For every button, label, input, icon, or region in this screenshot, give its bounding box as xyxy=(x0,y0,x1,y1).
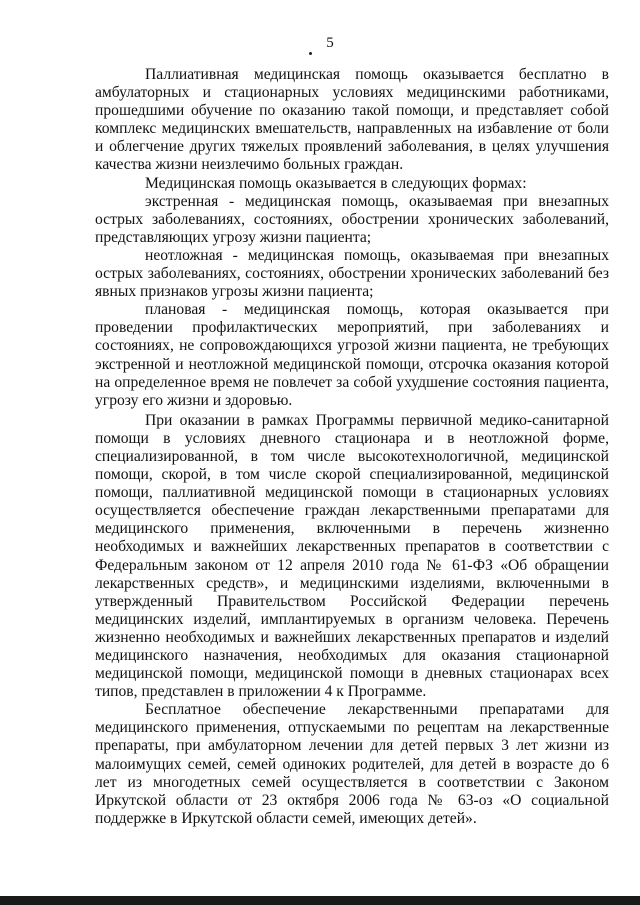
paragraph-emergency-form: экстренная - медицинская помощь, оказываемая при внезапных острых заболеваниях, состояниях, обострении хронических заболеваний, представляющих угрозу жизни пациента; xyxy=(95,192,609,246)
scan-bottom-edge xyxy=(0,896,640,905)
paragraph-planned-form: плановая - медицинская помощь, которая оказывается при проведении профилактических мероприятий, при заболеваниях и состояниях, не сопровождающихся угрозой жизни пациента, не требующих экстренной и неотложной медицинской помощи, отсрочка оказания которой на определенное время не повлечет за собой ухудшение состояния пациента, угрозу его жизни и здоровью. xyxy=(95,301,609,409)
paragraph-free-medicines-children: Бесплатное обеспечение лекарственными препаратами для медицинского применения, отпускаемыми по рецептам на лекарственные препараты, при амбулаторном лечении для детей первых 3 лет жизни из малоимущих семей, семей одиноких родителей, для детей в возрасте до 6 лет из многодетных семей осуществляется в соответствии с Законом Иркутской области от 23 октября 2006 года № 63-оз «О социальной поддержке в Иркутской области семей, имеющих детей». xyxy=(95,701,609,827)
paragraph-forms-intro: Медицинская помощь оказывается в следующих формах: xyxy=(145,174,527,192)
document-body xyxy=(95,66,609,828)
paragraph-drug-provision: При оказании в рамках Программы первичной медико-санитарной помощи в условиях дневного стационара и в неотложной форме, специализированной, в том числе высокотехнологичной, медицинской помощи, скорой, в том числе скорой специализированной, медицинской помощи, паллиативной медицинской помощи в стационарных условиях осуществляется обеспечение граждан лекарственными препаратами для медицинского применения, включенными в перечень жизненно необходимых и важнейших лекарственных препаратов в соответствии с Федеральным законом от 12 апреля 2010 года № 61-ФЗ «Об обращении лекарственных средств», и медицинскими изделиями, включенными в утвержденный Правительством Российской Федерации перечень медицинских изделий, имплантируемых в организм человека. Перечень жизненно необходимых и важнейших лекарственных препаратов и изделий медицинского назначения, необходимых для оказания стационарной медицинской помощи, медицинской помощи в дневных стационарах всех типов, представлен в приложении 4 к Программе. xyxy=(95,411,609,701)
paragraph-urgent-form: неотложная - медицинская помощь, оказываемая при внезапных острых заболеваниях, состояниях, обострении хронических заболеваний без явных признаков угрозы жизни пациента; xyxy=(95,246,609,301)
page-number: 5 xyxy=(326,35,334,51)
scan-speck xyxy=(309,52,312,55)
paragraph-palliative-care: Паллиативная медицинская помощь оказывается бесплатно в амбулаторных и стационарных условиях медицинскими работниками, прошедшими обучение по оказанию такой помощи, и представляет собой комплекс медицинских вмешательств, направленных на избавление от боли и облегчение других тяжелых проявлений заболевания, в целях улучшения качества жизни неизлечимо больных граждан. xyxy=(95,66,609,174)
